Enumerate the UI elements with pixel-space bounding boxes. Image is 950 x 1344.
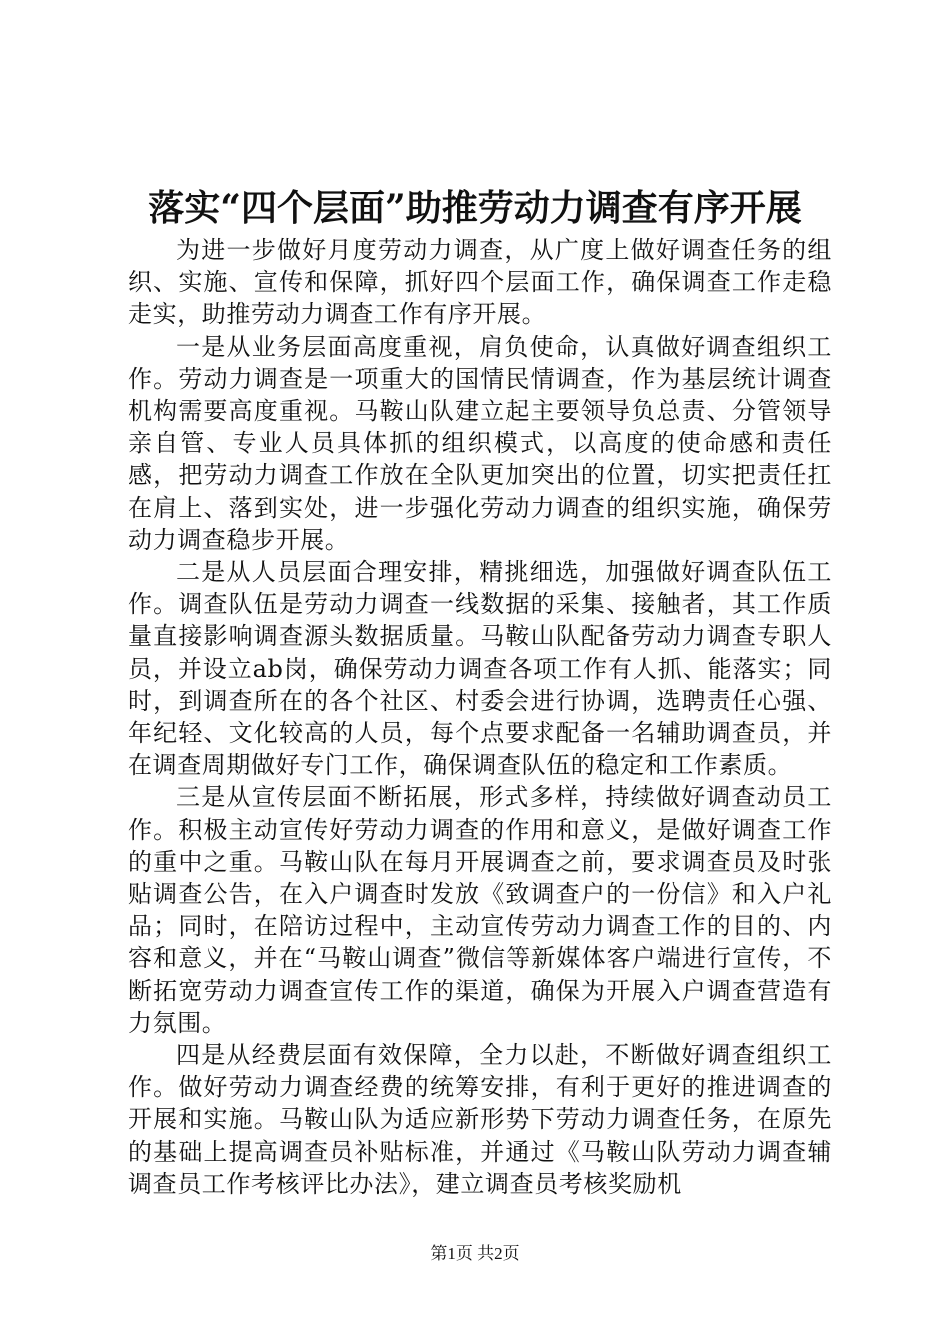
paragraph-personnel-level: 二是从人员层面合理安排，精挑细选，加强做好调查队伍工作。调查队伍是劳动力调查一线数据的采集、接触者，其工作质量直接影响调查源头数据质量。马鞍山队配备劳动力调查专职人员，并设立ab岗，确保劳动力调查各项工作有人抓、能落实；同时，到调查所在的各个社区、村委会进行协调，选聘责任心强、年纪轻、文化较高的人员，每个点要求配备一名辅助调查员，并在调查周期做好专门工作，确保调查队伍的稳定和工作素质。	[128, 558, 832, 780]
document-body	[128, 234, 832, 1200]
paragraph-publicity-level: 三是从宣传层面不断拓展，形式多样，持续做好调查动员工作。积极主动宣传好劳动力调查的作用和意义，是做好调查工作的重中之重。马鞍山队在每月开展调查之前，要求调查员及时张贴调查公告，在入户调查时发放《致调查户的一份信》和入户礼品；同时，在陪访过程中，主动宣传劳动力调查工作的目的、内容和意义，并在“马鞍山调查”微信等新媒体客户端进行宣传，不断拓宽劳动力调查宣传工作的渠道，确保为开展入户调查营造有力氛围。	[128, 783, 832, 1037]
paragraph-business-level: 一是从业务层面高度重视，肩负使命，认真做好调查组织工作。劳动力调查是一项重大的国情民情调查，作为基层统计调查机构需要高度重视。马鞍山队建立起主要领导负总责、分管领导亲自管、专业人员具体抓的组织模式，以高度的使命感和责任感，把劳动力调查工作放在全队更加突出的位置，切实把责任扛在肩上、落到实处，进一步强化劳动力调查的组织实施，确保劳动力调查稳步开展。	[128, 332, 832, 554]
paragraph-intro: 为进一步做好月度劳动力调查，从广度上做好调查任务的组织、实施、宣传和保障，抓好四个层面工作，确保调查工作走稳走实，助推劳动力调查工作有序开展。	[128, 236, 832, 329]
page-number-footer: 第1页 共2页	[430, 1244, 520, 1263]
document-title: 落实“四个层面”助推劳动力调查有序开展	[148, 187, 802, 229]
paragraph-funding-level: 四是从经费层面有效保障，全力以赴，不断做好调查组织工作。做好劳动力调查经费的统筹安排，有利于更好的推进调查的开展和实施。马鞍山队为适应新形势下劳动力调查任务，在原先的基础上提高调查员补贴标准，并通过《马鞍山队劳动力调查辅调查员工作考核评比办法》，建立调查员考核奖励机	[128, 1041, 832, 1198]
